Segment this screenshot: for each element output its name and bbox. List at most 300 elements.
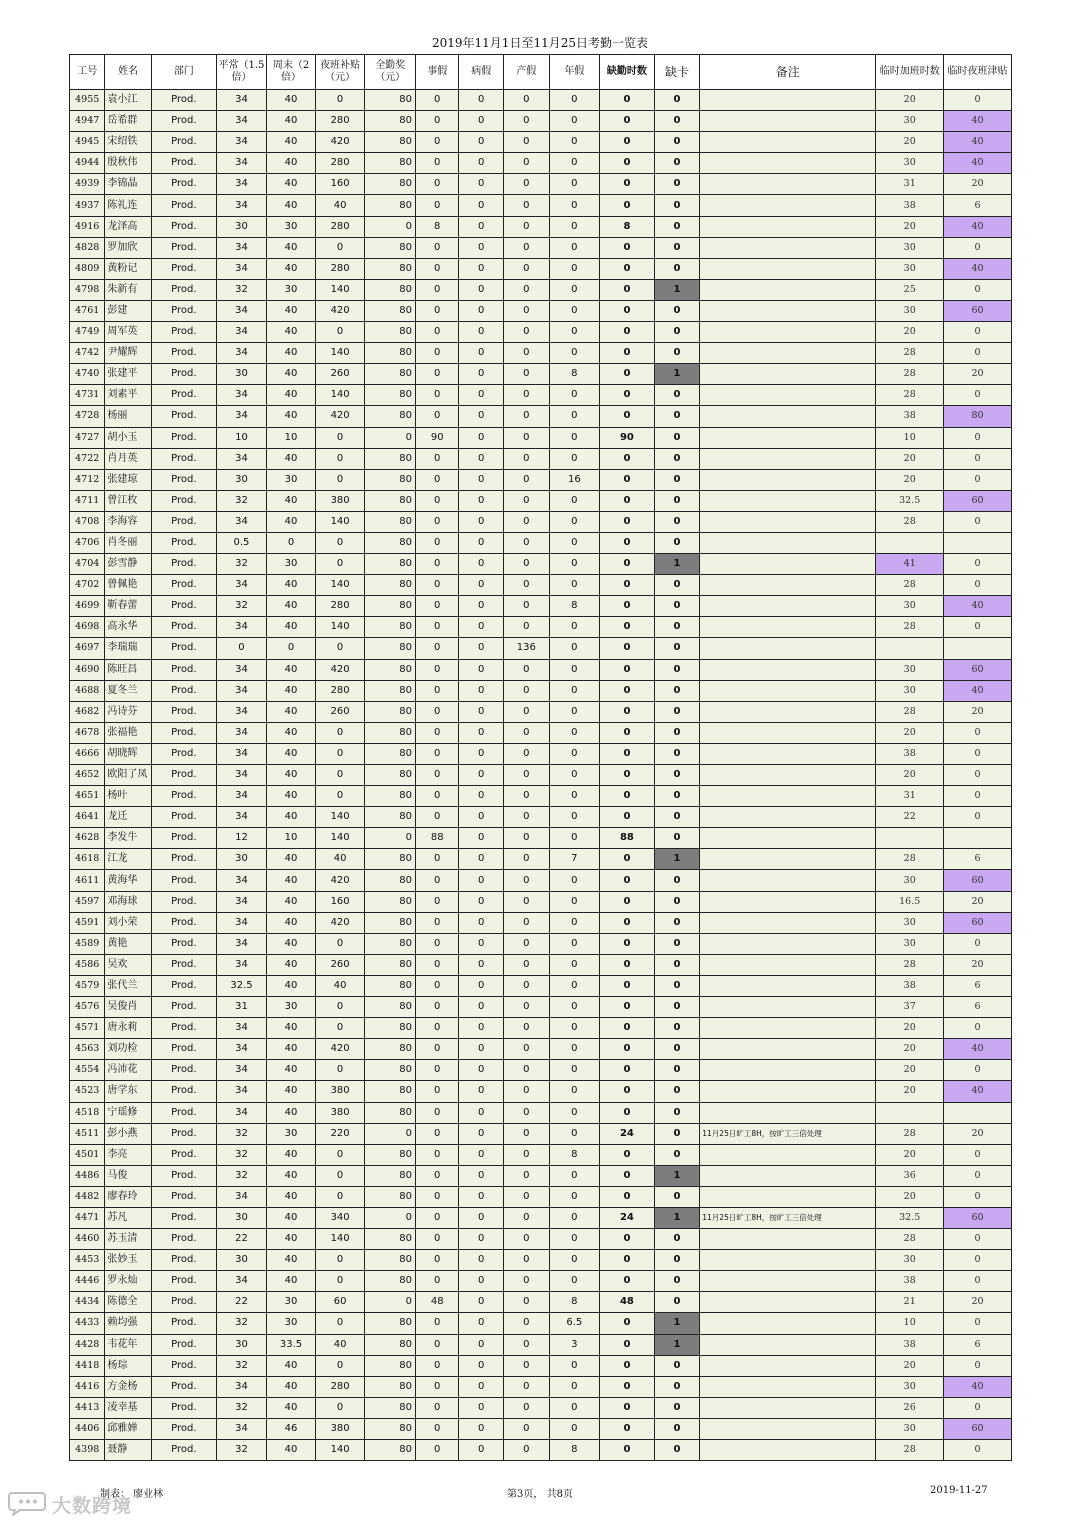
cell-normal-hours: 34 (216, 343, 267, 364)
table-row (70, 575, 1012, 596)
cell-emp-name: 聂静 (105, 1440, 152, 1461)
cell-absent-hours: 0 (600, 701, 655, 722)
cell-annual-leave: 0 (549, 1165, 600, 1186)
cell-temp-night-allowance: 0 (944, 1440, 1012, 1461)
cell-weekend-hours: 40 (267, 90, 316, 111)
cell-absent-hours: 0 (600, 469, 655, 490)
cell-missing-card: 0 (654, 1376, 700, 1397)
cell-emp-name: 朱新有 (105, 279, 152, 300)
cell-attendance-bonus: 80 (365, 322, 416, 343)
cell-note (700, 765, 876, 786)
table-row (70, 1292, 1012, 1313)
cell-personal-leave: 0 (415, 1271, 459, 1292)
cell-annual-leave: 0 (549, 1271, 600, 1292)
cell-emp-name: 张代兰 (105, 975, 152, 996)
table-body (70, 90, 1012, 1461)
cell-annual-leave: 8 (549, 596, 600, 617)
cell-maternity-leave: 0 (504, 511, 550, 532)
table-row (70, 1229, 1012, 1250)
cell-weekend-hours: 40 (267, 1186, 316, 1207)
cell-normal-hours: 34 (216, 132, 267, 153)
cell-normal-hours: 34 (216, 765, 267, 786)
cell-emp-id: 4955 (70, 90, 105, 111)
cell-absent-hours: 0 (600, 975, 655, 996)
cell-attendance-bonus: 80 (365, 722, 416, 743)
cell-annual-leave: 0 (549, 490, 600, 511)
cell-emp-name: 李瑞瑞 (105, 638, 152, 659)
cell-absent-hours: 0 (600, 174, 655, 195)
cell-attendance-bonus: 0 (365, 1292, 416, 1313)
cell-temp-night-allowance (944, 638, 1012, 659)
cell-sick-leave: 0 (459, 997, 504, 1018)
cell-night-subsidy: 140 (315, 511, 365, 532)
cell-temp-overtime-hours: 30 (876, 1250, 944, 1271)
cell-personal-leave: 0 (415, 891, 459, 912)
cell-personal-leave: 0 (415, 532, 459, 553)
cell-temp-overtime-hours: 28 (876, 575, 944, 596)
cell-weekend-hours: 30 (267, 1292, 316, 1313)
cell-emp-name: 凌幸基 (105, 1397, 152, 1418)
cell-temp-night-allowance: 0 (944, 575, 1012, 596)
cell-emp-id: 4682 (70, 701, 105, 722)
cell-weekend-hours: 40 (267, 912, 316, 933)
cell-attendance-bonus: 80 (365, 153, 416, 174)
cell-maternity-leave: 0 (504, 1355, 550, 1376)
cell-absent-hours: 0 (600, 322, 655, 343)
cell-sick-leave: 0 (459, 490, 504, 511)
cell-missing-card: 0 (654, 1186, 700, 1207)
cell-emp-id: 4628 (70, 828, 105, 849)
cell-attendance-bonus: 0 (365, 427, 416, 448)
table-row (70, 195, 1012, 216)
cell-temp-overtime-hours: 20 (876, 1144, 944, 1165)
cell-note (700, 1229, 876, 1250)
cell-absent-hours: 0 (600, 343, 655, 364)
cell-sick-leave: 0 (459, 975, 504, 996)
cell-attendance-bonus: 80 (365, 364, 416, 385)
table-row (70, 385, 1012, 406)
footer-maker: 制表： 廖业林 (100, 1489, 164, 1500)
cell-weekend-hours: 30 (267, 997, 316, 1018)
cell-personal-leave: 0 (415, 765, 459, 786)
cell-sick-leave: 0 (459, 258, 504, 279)
cell-emp-id: 4678 (70, 722, 105, 743)
cell-sick-leave: 0 (459, 617, 504, 638)
table-row (70, 659, 1012, 680)
cell-temp-overtime-hours: 32.5 (876, 490, 944, 511)
cell-emp-name: 邓海球 (105, 891, 152, 912)
cell-maternity-leave: 0 (504, 1334, 550, 1355)
table-row (70, 343, 1012, 364)
cell-emp-id: 4798 (70, 279, 105, 300)
cell-weekend-hours: 40 (267, 680, 316, 701)
cell-weekend-hours: 40 (267, 1397, 316, 1418)
cell-temp-night-allowance: 40 (944, 111, 1012, 132)
cell-night-subsidy: 0 (315, 469, 365, 490)
cell-temp-night-allowance: 0 (944, 933, 1012, 954)
cell-temp-overtime-hours: 10 (876, 1313, 944, 1334)
cell-absent-hours: 0 (600, 1376, 655, 1397)
cell-normal-hours: 34 (216, 743, 267, 764)
cell-normal-hours: 34 (216, 1186, 267, 1207)
table-row (70, 1250, 1012, 1271)
col-header-bonus: 全勤奖（元） (365, 55, 416, 90)
cell-emp-id: 4651 (70, 786, 105, 807)
cell-note (700, 258, 876, 279)
cell-annual-leave: 0 (549, 638, 600, 659)
cell-attendance-bonus: 0 (365, 216, 416, 237)
table-row (70, 427, 1012, 448)
cell-dept: Prod. (151, 912, 216, 933)
cell-attendance-bonus: 80 (365, 195, 416, 216)
cell-missing-card: 0 (654, 1418, 700, 1439)
cell-attendance-bonus: 80 (365, 1060, 416, 1081)
cell-note (700, 1418, 876, 1439)
cell-personal-leave: 0 (415, 406, 459, 427)
cell-dept: Prod. (151, 427, 216, 448)
cell-absent-hours: 8 (600, 216, 655, 237)
cell-dept: Prod. (151, 448, 216, 469)
cell-missing-card: 0 (654, 743, 700, 764)
cell-maternity-leave: 0 (504, 1376, 550, 1397)
cell-night-subsidy: 420 (315, 870, 365, 891)
cell-temp-night-allowance: 0 (944, 1060, 1012, 1081)
cell-night-subsidy: 140 (315, 343, 365, 364)
cell-absent-hours: 0 (600, 1186, 655, 1207)
cell-normal-hours: 32 (216, 1440, 267, 1461)
cell-emp-name: 陈旺昌 (105, 659, 152, 680)
cell-temp-night-allowance: 20 (944, 701, 1012, 722)
cell-temp-overtime-hours: 21 (876, 1292, 944, 1313)
table-row (70, 511, 1012, 532)
cell-temp-night-allowance: 0 (944, 322, 1012, 343)
cell-attendance-bonus: 80 (365, 111, 416, 132)
cell-annual-leave: 0 (549, 153, 600, 174)
cell-temp-overtime-hours: 30 (876, 258, 944, 279)
cell-temp-night-allowance: 0 (944, 448, 1012, 469)
cell-sick-leave: 0 (459, 1397, 504, 1418)
cell-sick-leave: 0 (459, 1039, 504, 1060)
cell-sick-leave: 0 (459, 153, 504, 174)
cell-sick-leave: 0 (459, 849, 504, 870)
cell-attendance-bonus: 80 (365, 1165, 416, 1186)
cell-note (700, 997, 876, 1018)
cell-emp-id: 4518 (70, 1102, 105, 1123)
cell-temp-night-allowance: 0 (944, 1355, 1012, 1376)
cell-personal-leave: 8 (415, 216, 459, 237)
col-header-temp-ot: 临时加班时数 (876, 55, 944, 90)
table-row (70, 1271, 1012, 1292)
cell-temp-overtime-hours: 28 (876, 511, 944, 532)
cell-temp-night-allowance: 0 (944, 237, 1012, 258)
cell-temp-overtime-hours: 20 (876, 216, 944, 237)
table-row (70, 1165, 1012, 1186)
cell-attendance-bonus: 80 (365, 1440, 416, 1461)
cell-note (700, 364, 876, 385)
cell-weekend-hours: 40 (267, 891, 316, 912)
cell-attendance-bonus: 80 (365, 765, 416, 786)
cell-emp-name: 龙迁 (105, 807, 152, 828)
col-header-temp-night: 临时夜班津贴 (944, 55, 1012, 90)
cell-emp-id: 4731 (70, 385, 105, 406)
cell-temp-overtime-hours: 28 (876, 1229, 944, 1250)
cell-maternity-leave: 0 (504, 490, 550, 511)
cell-emp-name: 张建平 (105, 364, 152, 385)
cell-temp-overtime-hours: 31 (876, 174, 944, 195)
cell-personal-leave: 0 (415, 849, 459, 870)
cell-temp-overtime-hours: 20 (876, 469, 944, 490)
cell-emp-name: 张妙玉 (105, 1250, 152, 1271)
cell-weekend-hours: 40 (267, 1207, 316, 1228)
cell-maternity-leave: 0 (504, 1165, 550, 1186)
cell-emp-name: 欧阳了凤 (105, 765, 152, 786)
cell-emp-name: 黄粉记 (105, 258, 152, 279)
cell-attendance-bonus: 80 (365, 300, 416, 321)
cell-absent-hours: 0 (600, 765, 655, 786)
cell-note (700, 322, 876, 343)
cell-sick-leave: 0 (459, 427, 504, 448)
table-row (70, 1418, 1012, 1439)
cell-attendance-bonus: 80 (365, 575, 416, 596)
cell-dept: Prod. (151, 1355, 216, 1376)
cell-missing-card: 1 (654, 849, 700, 870)
cell-annual-leave: 0 (549, 132, 600, 153)
cell-note (700, 132, 876, 153)
cell-emp-id: 4453 (70, 1250, 105, 1271)
cell-note (700, 933, 876, 954)
cell-temp-night-allowance: 0 (944, 1313, 1012, 1334)
cell-annual-leave: 0 (549, 406, 600, 427)
cell-night-subsidy: 140 (315, 575, 365, 596)
cell-annual-leave: 0 (549, 891, 600, 912)
cell-annual-leave: 0 (549, 300, 600, 321)
cell-night-subsidy: 280 (315, 216, 365, 237)
cell-note (700, 195, 876, 216)
cell-annual-leave: 0 (549, 448, 600, 469)
cell-dept: Prod. (151, 1060, 216, 1081)
cell-absent-hours: 0 (600, 111, 655, 132)
cell-missing-card: 0 (654, 111, 700, 132)
cell-attendance-bonus: 80 (365, 511, 416, 532)
cell-temp-overtime-hours: 28 (876, 385, 944, 406)
cell-temp-overtime-hours: 38 (876, 743, 944, 764)
cell-emp-id: 4413 (70, 1397, 105, 1418)
cell-personal-leave: 0 (415, 554, 459, 575)
cell-maternity-leave: 0 (504, 1123, 550, 1144)
cell-dept: Prod. (151, 90, 216, 111)
cell-night-subsidy: 40 (315, 1334, 365, 1355)
cell-note (700, 1081, 876, 1102)
cell-note (700, 90, 876, 111)
cell-emp-id: 4809 (70, 258, 105, 279)
cell-night-subsidy: 0 (315, 237, 365, 258)
cell-weekend-hours: 40 (267, 596, 316, 617)
cell-note (700, 1292, 876, 1313)
cell-personal-leave: 0 (415, 1376, 459, 1397)
cell-note (700, 1018, 876, 1039)
cell-temp-night-allowance: 0 (944, 385, 1012, 406)
cell-personal-leave: 0 (415, 111, 459, 132)
cell-emp-name: 肖冬丽 (105, 532, 152, 553)
cell-night-subsidy: 0 (315, 532, 365, 553)
cell-emp-name: 靳春蕾 (105, 596, 152, 617)
cell-normal-hours: 34 (216, 406, 267, 427)
cell-normal-hours: 34 (216, 1102, 267, 1123)
cell-night-subsidy: 0 (315, 1018, 365, 1039)
cell-dept: Prod. (151, 532, 216, 553)
cell-dept: Prod. (151, 195, 216, 216)
cell-absent-hours: 0 (600, 153, 655, 174)
cell-temp-overtime-hours (876, 1102, 944, 1123)
cell-weekend-hours: 40 (267, 722, 316, 743)
cell-note (700, 385, 876, 406)
cell-personal-leave: 0 (415, 1207, 459, 1228)
cell-note (700, 891, 876, 912)
cell-normal-hours: 34 (216, 195, 267, 216)
cell-maternity-leave: 0 (504, 870, 550, 891)
cell-maternity-leave: 0 (504, 322, 550, 343)
cell-maternity-leave: 0 (504, 849, 550, 870)
cell-personal-leave: 0 (415, 743, 459, 764)
cell-maternity-leave: 0 (504, 237, 550, 258)
cell-annual-leave: 0 (549, 1186, 600, 1207)
cell-sick-leave: 0 (459, 701, 504, 722)
cell-dept: Prod. (151, 638, 216, 659)
cell-attendance-bonus: 80 (365, 1334, 416, 1355)
cell-weekend-hours: 30 (267, 279, 316, 300)
cell-dept: Prod. (151, 490, 216, 511)
cell-night-subsidy: 0 (315, 448, 365, 469)
cell-personal-leave: 0 (415, 258, 459, 279)
cell-night-subsidy: 0 (315, 997, 365, 1018)
cell-absent-hours: 0 (600, 807, 655, 828)
table-row (70, 891, 1012, 912)
cell-personal-leave: 0 (415, 195, 459, 216)
cell-note (700, 406, 876, 427)
cell-temp-night-allowance: 40 (944, 596, 1012, 617)
cell-missing-card: 0 (654, 1355, 700, 1376)
table-row (70, 786, 1012, 807)
cell-normal-hours: 34 (216, 891, 267, 912)
cell-annual-leave: 0 (549, 933, 600, 954)
cell-absent-hours: 0 (600, 849, 655, 870)
cell-normal-hours: 32 (216, 1165, 267, 1186)
cell-normal-hours: 34 (216, 258, 267, 279)
cell-maternity-leave: 0 (504, 659, 550, 680)
cell-missing-card: 0 (654, 1039, 700, 1060)
cell-absent-hours: 0 (600, 237, 655, 258)
cell-annual-leave: 0 (549, 1397, 600, 1418)
cell-missing-card: 0 (654, 975, 700, 996)
cell-dept: Prod. (151, 870, 216, 891)
cell-temp-night-allowance: 0 (944, 1144, 1012, 1165)
cell-weekend-hours: 40 (267, 743, 316, 764)
cell-night-subsidy: 140 (315, 617, 365, 638)
cell-missing-card: 1 (654, 364, 700, 385)
cell-missing-card: 0 (654, 1144, 700, 1165)
cell-night-subsidy: 140 (315, 1440, 365, 1461)
cell-temp-night-allowance: 20 (944, 1292, 1012, 1313)
cell-night-subsidy: 160 (315, 174, 365, 195)
cell-maternity-leave: 0 (504, 1250, 550, 1271)
cell-sick-leave: 0 (459, 722, 504, 743)
cell-personal-leave: 0 (415, 722, 459, 743)
cell-temp-overtime-hours: 30 (876, 1418, 944, 1439)
cell-emp-name: 曾佩艳 (105, 575, 152, 596)
cell-personal-leave: 0 (415, 680, 459, 701)
cell-temp-night-allowance: 40 (944, 153, 1012, 174)
cell-emp-id: 4579 (70, 975, 105, 996)
cell-temp-night-allowance: 20 (944, 174, 1012, 195)
cell-temp-night-allowance: 60 (944, 1418, 1012, 1439)
watermark-logo (8, 1490, 168, 1518)
cell-maternity-leave: 0 (504, 1313, 550, 1334)
cell-dept: Prod. (151, 1039, 216, 1060)
cell-personal-leave: 0 (415, 701, 459, 722)
cell-missing-card: 1 (654, 279, 700, 300)
cell-temp-overtime-hours: 38 (876, 1334, 944, 1355)
cell-normal-hours: 34 (216, 807, 267, 828)
cell-normal-hours: 34 (216, 1081, 267, 1102)
cell-dept: Prod. (151, 258, 216, 279)
cell-emp-id: 4418 (70, 1355, 105, 1376)
cell-night-subsidy: 380 (315, 490, 365, 511)
cell-maternity-leave: 0 (504, 786, 550, 807)
cell-personal-leave: 90 (415, 427, 459, 448)
cell-attendance-bonus: 80 (365, 554, 416, 575)
cell-absent-hours: 0 (600, 1102, 655, 1123)
cell-sick-leave: 0 (459, 680, 504, 701)
cell-attendance-bonus: 80 (365, 1397, 416, 1418)
cell-normal-hours: 32 (216, 1355, 267, 1376)
cell-dept: Prod. (151, 765, 216, 786)
cell-maternity-leave: 0 (504, 1060, 550, 1081)
cell-absent-hours: 0 (600, 1418, 655, 1439)
cell-normal-hours: 10 (216, 427, 267, 448)
cell-emp-name: 马俊 (105, 1165, 152, 1186)
cell-night-subsidy: 0 (315, 722, 365, 743)
cell-emp-id: 4688 (70, 680, 105, 701)
table-row (70, 680, 1012, 701)
table-row (70, 638, 1012, 659)
cell-normal-hours: 34 (216, 153, 267, 174)
table-row (70, 807, 1012, 828)
cell-sick-leave: 0 (459, 554, 504, 575)
cell-annual-leave: 0 (549, 997, 600, 1018)
cell-personal-leave: 0 (415, 997, 459, 1018)
cell-weekend-hours: 40 (267, 1271, 316, 1292)
cell-emp-name: 刘小荣 (105, 912, 152, 933)
cell-temp-overtime-hours: 37 (876, 997, 944, 1018)
cell-night-subsidy: 40 (315, 975, 365, 996)
cell-emp-id: 4740 (70, 364, 105, 385)
cell-attendance-bonus: 80 (365, 912, 416, 933)
cell-night-subsidy: 280 (315, 596, 365, 617)
cell-emp-name: 罗永灿 (105, 1271, 152, 1292)
cell-normal-hours: 34 (216, 680, 267, 701)
cell-absent-hours: 0 (600, 891, 655, 912)
cell-personal-leave: 0 (415, 1229, 459, 1250)
cell-temp-overtime-hours: 41 (876, 554, 944, 575)
table-row (70, 1440, 1012, 1461)
cell-maternity-leave: 0 (504, 364, 550, 385)
cell-dept: Prod. (151, 237, 216, 258)
cell-missing-card: 0 (654, 448, 700, 469)
cell-note (700, 174, 876, 195)
cell-absent-hours: 0 (600, 448, 655, 469)
cell-temp-night-allowance: 6 (944, 195, 1012, 216)
cell-absent-hours: 0 (600, 617, 655, 638)
